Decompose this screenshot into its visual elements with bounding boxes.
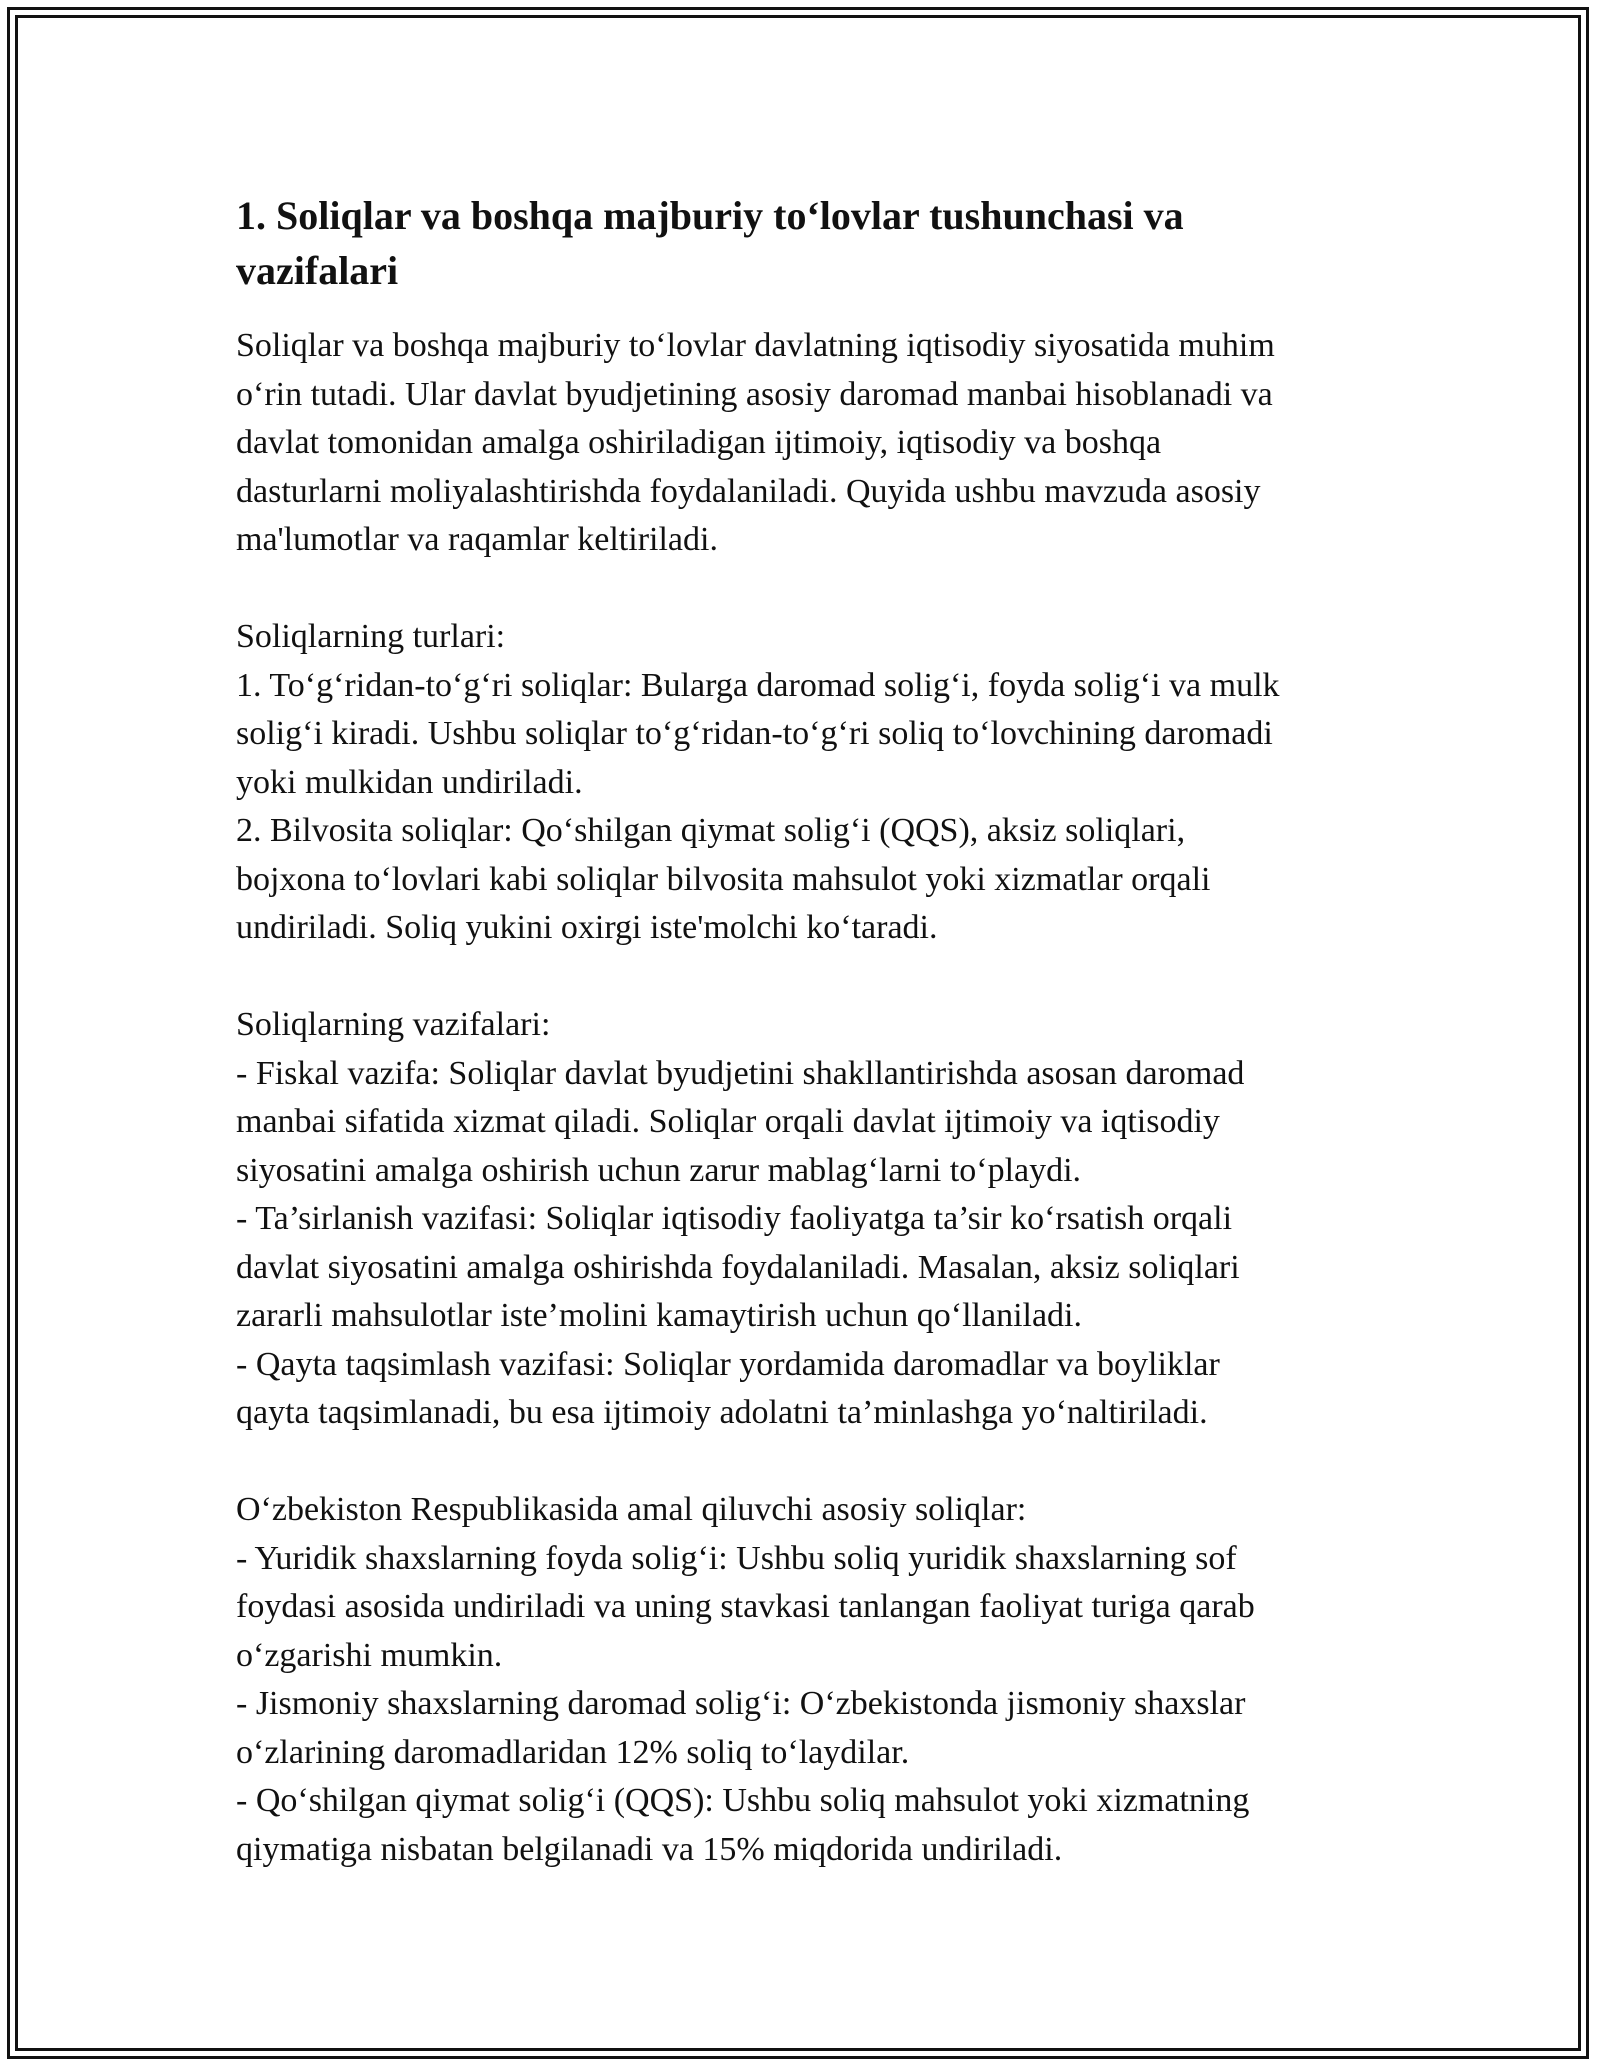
intro-paragraph (236, 322, 1376, 565)
text-line: 2. Bilvosita soliqlar: Qo‘shilgan qiymat solig‘i (QQS), aksiz soliqlari, (236, 812, 1186, 849)
text-line: - Fiskal vazifa: Soliqlar davlat byudjetini shakllantirishda asosan daromad (236, 1054, 1245, 1092)
text-line: davlat siyosatini amalga oshirishda foydalaniladi. Masalan, aksiz soliqlari (236, 1248, 1240, 1286)
section-heading: Soliqlarning turlari: (236, 618, 506, 655)
paragraph-gap (236, 1438, 1376, 1487)
section-heading: Soliqlarning vazifalari: (236, 1006, 551, 1043)
text-line: - Yuridik shaxslarning foyda solig‘i: Ushbu soliq yuridik shaxslarning sof (236, 1539, 1237, 1577)
section-heading: O‘zbekiston Respublikasida amal qiluvchi asosiy soliqlar: (236, 1491, 1027, 1528)
text-line: foydasi asosida undiriladi va uning stavkasi tanlangan faoliyat turiga qarab (236, 1588, 1255, 1625)
text-line: bojxona to‘lovlari kabi soliqlar bilvosita mahsulot yoki xizmatlar orqali (236, 860, 1211, 898)
page-title (236, 188, 1376, 298)
text-line: manbai sifatida xizmat qiladi. Soliqlar orqali davlat ijtimoiy va iqtisodiy (236, 1103, 1220, 1140)
text-line: o‘rin tutadi. Ular davlat byudjetining asosiy daromad manbai hisoblanadi va (236, 375, 1273, 413)
text-line: qayta taqsimlanadi, bu esa ijtimoiy adolatni ta’minlashga yo‘naltiriladi. (236, 1394, 1208, 1431)
text-line: undiriladi. Soliq yukini oxirgi iste'molchi ko‘taradi. (236, 909, 938, 946)
tax-types-section (236, 613, 1376, 953)
text-line: yoki mulkidan undiriladi. (236, 763, 583, 801)
tax-functions-section (236, 1001, 1376, 1438)
paragraph-gap (236, 565, 1376, 614)
uzbek-taxes-section (236, 1486, 1376, 1874)
text-line: - Qayta taqsimlash vazifasi: Soliqlar yordamida daromadlar va boyliklar (236, 1345, 1220, 1383)
text-line: davlat tomonidan amalga oshiriladigan ijtimoiy, iqtisodiy va boshqa (236, 424, 1162, 461)
text-line: o‘zlarining daromadlaridan 12% soliq to‘laydilar. (236, 1733, 910, 1771)
text-line: ma'lumotlar va raqamlar keltiriladi. (236, 521, 718, 558)
text-line: - Jismoniy shaxslarning daromad solig‘i: O‘zbekistonda jismoniy shaxslar (236, 1685, 1246, 1722)
text-line: - Ta’sirlanish vazifasi: Soliqlar iqtisodiy faoliyatga ta’sir ko‘rsatish orqali (236, 1200, 1233, 1237)
title-line: 1. Soliqlar va boshqa majburiy to‘lovlar tushunchasi va (236, 193, 1184, 238)
text-line: solig‘i kiradi. Ushbu soliqlar to‘g‘ridan-to‘g‘ri soliq to‘lovchining daromadi (236, 715, 1273, 752)
title-line: vazifalari (236, 248, 399, 293)
paragraph-gap (236, 953, 1376, 1002)
text-line: qiymatiga nisbatan belgilanadi va 15% miqdorida undiriladi. (236, 1830, 1063, 1868)
text-line: o‘zgarishi mumkin. (236, 1636, 503, 1674)
text-line: siyosatini amalga oshirish uchun zarur mablag‘larni to‘playdi. (236, 1151, 1082, 1189)
text-line: - Qo‘shilgan qiymat solig‘i (QQS): Ushbu soliq mahsulot yoki xizmatning (236, 1782, 1250, 1819)
document-body (236, 188, 1376, 1874)
text-line: 1. To‘g‘ridan-to‘g‘ri soliqlar: Bularga daromad solig‘i, foyda solig‘i va mulk (236, 666, 1280, 704)
text-line: zararli mahsulotlar iste’molini kamaytirish uchun qo‘llaniladi. (236, 1297, 1082, 1334)
text-line: Soliqlar va boshqa majburiy to‘lovlar davlatning iqtisodiy siyosatida muhim (236, 327, 1275, 364)
text-line: dasturlarni moliyalashtirishda foydalaniladi. Quyida ushbu mavzuda asosiy (236, 472, 1261, 510)
